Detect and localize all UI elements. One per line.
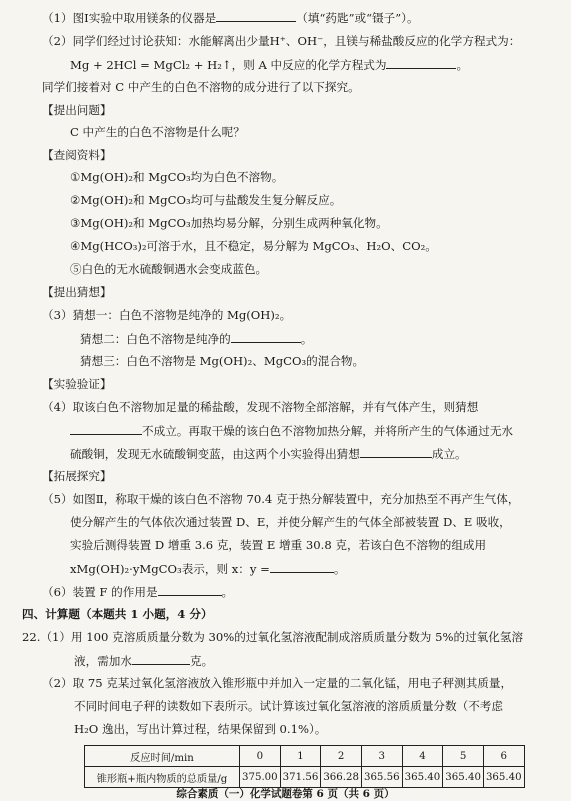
calc-line-1 (22, 630, 523, 644)
mass-cell: 371.56 (280, 767, 321, 788)
time-cell: 6 (483, 746, 524, 767)
verify-line-1-text: （4）取该白色不溶物加足量的稀盐酸，发现不溶物全部溶解，并有气体产生，则猜想 (42, 400, 479, 414)
q6-text: （6）装置 F 的作用是 (42, 585, 158, 599)
time-cell: 4 (402, 746, 443, 767)
expand-line-1 (42, 492, 519, 506)
page-footer: 综合素质（一）化学试题卷第 6 页（共 6 页） (176, 788, 395, 800)
calc-line-1b-text: 液，需加水 (74, 654, 132, 668)
expand-line-1-text: （5）如图Ⅱ，称取干燥的该白色不溶物 70.4 克于热分解装置中，充分加热至不再产生气体， (42, 492, 520, 506)
calc-line-1b (74, 653, 213, 668)
verify-blank-2[interactable] (360, 446, 432, 458)
time-cell: 0 (240, 746, 281, 767)
info-item-1 (70, 170, 283, 184)
verify-line-2-text: 不成立。再取干燥的该白色不溶物加热分解，并将所产生的气体通过无水 (142, 424, 514, 438)
mass-cell: 365.40 (483, 767, 524, 788)
eq1-text: Mg + 2HCl = MgCl₂ + H₂↑，则 A 中反应的化学方程式为 (70, 58, 387, 72)
calc-line-2 (42, 676, 512, 690)
guess-3-text: 猜想三：白色不溶物是 Mg(OH)₂、MgCO₃的混合物。 (80, 354, 365, 368)
calc-line-2c-text: H₂O 逸出，写出计算过程，结果保留到 0.1%）。 (74, 722, 327, 736)
ratio-blank[interactable] (270, 561, 334, 573)
guess-2 (80, 331, 312, 346)
verify-blank-1[interactable] (70, 423, 142, 435)
heading-question-text: 【提出问题】 (42, 103, 112, 117)
section-4-heading (22, 607, 213, 621)
heading-expand (42, 469, 112, 483)
info-item-5 (70, 262, 267, 276)
heading-info (42, 148, 112, 162)
mass-cell: 375.00 (240, 767, 281, 788)
heading-guess (42, 285, 112, 299)
heading-verify-text: 【实验验证】 (42, 377, 112, 391)
calc-line-2-text: （2）取 75 克某过氧化氢溶液放入锥形瓶中并加入一定量的二氧化锰，用电子秤测其质量， (42, 676, 513, 690)
time-cell: 3 (361, 746, 402, 767)
section-4-heading-text: 四、计算题（本题共 1 小题，4 分） (22, 607, 213, 621)
info-item-4-text: ④Mg(HCO₃)₂可溶于水，且不稳定，易分解为 MgCO₃、H₂O、CO₂。 (70, 239, 437, 253)
calc-line-2b (74, 699, 503, 713)
expand-line-2-text: 使分解产生的气体依次通过装置 D、E，并使分解产生的气体全部被装置 D、E 吸收， (70, 515, 511, 529)
q1-text: （1）图Ⅰ实验中取用镁条的仪器是 (42, 11, 217, 25)
guess-2-blank[interactable] (231, 331, 301, 343)
info-item-5-text: ⑤白色的无水硫酸铜遇水会变成蓝色。 (70, 262, 268, 276)
guess-1-text: （3）猜想一：白色不溶物是纯净的 Mg(OH)₂。 (42, 308, 292, 322)
info-item-1-text: ①Mg(OH)₂和 MgCO₃均为白色不溶物。 (70, 170, 284, 184)
q1-tail: （填“药匙”或“镊子”）。 (296, 11, 419, 25)
table-header-time: 反应时间/min (85, 746, 240, 767)
q1-line (42, 10, 419, 25)
expand-line-3-text: 实验后测得装置 D 增重 3.6 克，装置 E 增重 30.8 克，若该白色不溶物的组成用 (70, 538, 487, 552)
expand-line-4-tail: 。 (333, 562, 346, 576)
q2-line (42, 34, 520, 48)
water-blank[interactable] (132, 653, 190, 665)
question-text: C 中产生的白色不溶物是什么呢？ (70, 125, 245, 139)
expand-line-4 (70, 561, 345, 576)
table-row (85, 746, 525, 767)
info-item-4 (70, 239, 437, 253)
info-item-3 (70, 216, 388, 230)
calc-line-2c (74, 722, 326, 736)
verify-line-1 (42, 400, 478, 414)
q2-text: （2）同学们经过讨论获知：水能解离出少量H⁺、OH⁻，且镁与稀盐酸反应的化学方程式为： (42, 34, 521, 48)
calc-line-1-text: 22.（1）用 100 克溶质质量分数为 30%的过氧化氢溶液配制成溶质质量分数为 5%的过氧化氢溶 (22, 630, 524, 644)
expand-line-3 (70, 538, 486, 552)
reaction-data-table (84, 745, 525, 788)
intro-text: 同学们接着对 C 中产生的白色不溶物的成分进行了以下探究。 (42, 80, 360, 94)
heading-info-text: 【查阅资料】 (42, 148, 112, 162)
table-header-mass: 锥形瓶+瓶内物质的总质量/g (85, 767, 240, 788)
info-item-3-text: ③Mg(OH)₂和 MgCO₃加热均易分解，分别生成两种氧化物。 (70, 216, 388, 230)
calc-line-2b-text: 不同时间电子秤的读数如下表所示。试计算该过氧化氢溶液的溶质质量分数（不考虑 (74, 699, 503, 713)
table-row (85, 767, 525, 788)
guess-3 (80, 354, 364, 368)
q1-blank[interactable] (216, 10, 296, 22)
expand-line-2 (70, 515, 511, 529)
mass-cell: 365.40 (402, 767, 443, 788)
eq1-tail: 。 (456, 58, 469, 72)
guess-1 (42, 308, 291, 322)
info-item-2 (70, 193, 341, 207)
mass-cell: 365.40 (443, 767, 484, 788)
q6-tail: 。 (221, 585, 234, 599)
q6-line (42, 584, 233, 599)
guess-2-text: 猜想二：白色不溶物是纯净的 (80, 332, 231, 346)
heading-guess-text: 【提出猜想】 (42, 285, 112, 299)
time-cell: 5 (443, 746, 484, 767)
mass-cell: 366.28 (321, 767, 362, 788)
expand-line-4-text: xMg(OH)₂·yMgCO₃表示，则 x：y = (70, 562, 270, 576)
info-item-2-text: ②Mg(OH)₂和 MgCO₃均可与盐酸发生复分解反应。 (70, 193, 342, 207)
q6-blank[interactable] (158, 584, 222, 596)
heading-expand-text: 【拓展探究】 (42, 469, 112, 483)
heading-verify (42, 377, 112, 391)
eq1-blank[interactable] (386, 57, 456, 69)
verify-line-2 (70, 423, 513, 438)
verify-line-3-text: 硫酸铜，发现无水硫酸铜变蓝，由这两个小实验得出猜想 (70, 447, 360, 461)
eq1-line (70, 57, 468, 72)
time-cell: 1 (280, 746, 321, 767)
intro-line (42, 80, 360, 94)
time-cell: 2 (321, 746, 362, 767)
guess-2-tail: 。 (300, 332, 313, 346)
calc-line-1b-tail: 克。 (189, 654, 214, 668)
question-line (70, 125, 245, 139)
verify-line-3 (70, 446, 467, 461)
verify-line-3-tail: 成立。 (431, 447, 467, 461)
heading-question (42, 103, 112, 117)
mass-cell: 365.56 (361, 767, 402, 788)
